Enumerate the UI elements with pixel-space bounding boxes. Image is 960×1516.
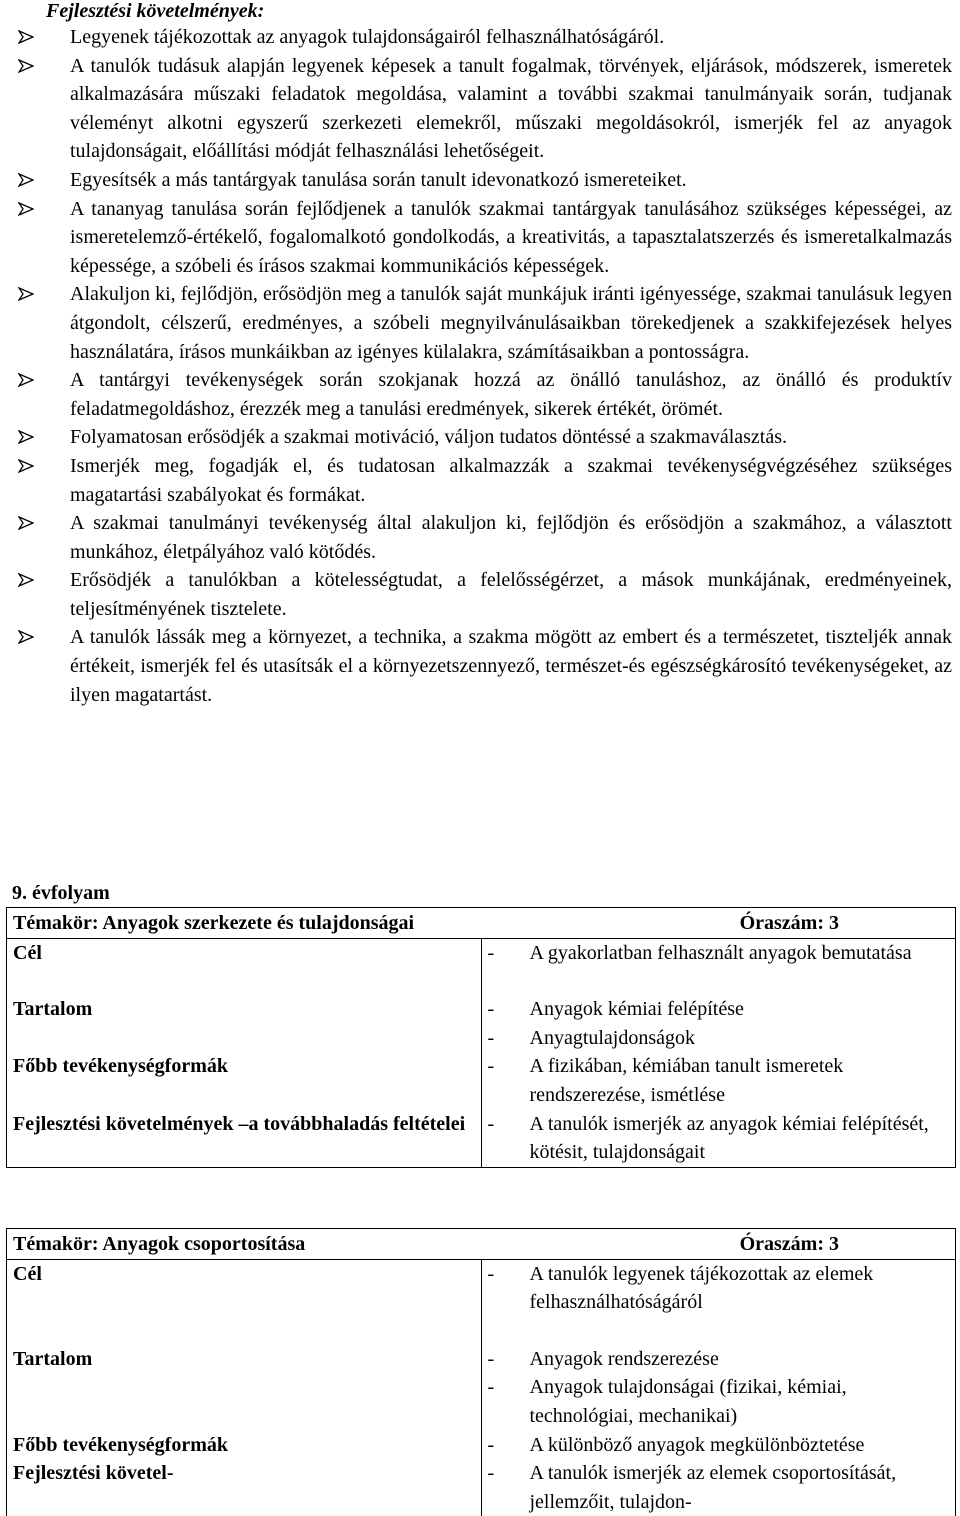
content-text: Anyagok kémiai felépítése (529, 998, 744, 1021)
arrow-bullet-icon (18, 173, 34, 187)
requirements-text: A tanulók ismerjék az elemek csoportosítását, jellemzőit, tulajdon- (529, 1462, 897, 1513)
list-item (12, 280, 952, 366)
activities-label: Főbb tevékenységformák (13, 1433, 228, 1456)
goal-cell: - A gyakorlatban felhasznált anyagok bemutatása (481, 938, 956, 967)
activities-row (7, 1052, 956, 1109)
list-item-text: A tantárgyi tevékenységek során szokjanak hozzá az önálló tanuláshoz, az önálló és produktív feladatmegoldáshoz, érezzék meg a tanulási eredmények, sikerek értékét, örömét. (70, 369, 952, 420)
content-text: Anyagok tulajdonságai (fizikai, kémiai, technológiai, mechanikai) (529, 1376, 847, 1427)
topic-hours: Óraszám: 3 (739, 912, 839, 934)
content-cell: - Anyagok kémiai felépítése - Anyagtulajdonságok (481, 995, 956, 1052)
arrow-bullet-icon (18, 202, 34, 216)
list-item-text: A tanulók lássák meg a környezet, a technika, a szakma mögött az embert és a természetet, tiszteljék annak értékeit, ismerjék fel és utasítsák el a környezetszennyező, természet-és egészségkárosító tevékenységeket, az ilyen magatartást. (70, 626, 952, 706)
content-row (7, 1345, 956, 1431)
requirements-label: Fejlesztési követelmények –a továbbhaladás feltételei (13, 1112, 466, 1135)
list-item-text: Egyesítsék a más tantárgyak tanulása során tanult idevonatkozó ismereteiket. (70, 168, 687, 191)
list-item-text: A tananyag tanulása során fejlődjenek a tanulók szakmai tantárgyak tanulásához szükséges képességei, az ismeretelemző-értékelő, fogalomalkotó gondolkodás, a kreativitás, a tapasztalatszerzés és ismeretalkalmazás képessége, a szóbeli és írásos szakmai kommunikációs képességek. (70, 197, 952, 277)
requirements-row (7, 1110, 956, 1168)
list-item-text: A szakmai tanulmányi tevékenység által alakuljon ki, fejlődjön és erősödjön a szakmához, a választott munkához, életpályához való kötődés. (70, 512, 952, 563)
list-item (12, 623, 952, 709)
list-item-text: Erősödjék a tanulókban a kötelességtudat, a felelősségérzet, a mások munkájának, eredményeinek, teljesítményének tisztelete. (70, 569, 952, 620)
requirements-label: Fejlesztési követel- (13, 1462, 174, 1485)
topic-title: Témakör: Anyagok szerkezete és tulajdonságai (13, 912, 415, 934)
list-item-text: Folyamatosan erősödjék a szakmai motiváció, váljon tudatos döntéssé a szakmaválasztás. (70, 426, 788, 449)
goal-row (7, 938, 956, 967)
arrow-bullet-icon (18, 30, 34, 44)
requirements-text: A tanulók ismerjék az anyagok kémiai felépítését, kötésit, tulajdonságait (529, 1112, 929, 1164)
activities-cell: - A különböző anyagok megkülönböztetése (481, 1431, 956, 1460)
goal-row (7, 1259, 956, 1317)
requirements-cell: - A tanulók ismerjék az anyagok kémiai felépítését, kötésit, tulajdonságait (481, 1110, 956, 1168)
list-item-text: Alakuljon ki, fejlődjön, erősödjön meg a tanulók saját munkájuk iránti igényessége, szakmai tanulásuk legyen átgondolt, célszerű, eredményes, a szóbeli megnyilvánulásaikban törekedjenek a szakkifejezések helyes használatára, írásos munkáikban az igényes külalakra, számításaikban a pontosságra. (70, 283, 952, 363)
topic-header (7, 908, 956, 939)
topic-hours: Óraszám: 3 (739, 1233, 839, 1255)
goal-text: A gyakorlatban felhasznált anyagok bemutatása (529, 941, 912, 964)
arrow-bullet-icon (18, 630, 34, 644)
arrow-bullet-icon (18, 459, 34, 473)
activities-cell: - A fizikában, kémiában tanult ismeretek rendszerezése, ismétlése (481, 1052, 956, 1109)
goal-text: A tanulók legyenek tájékozottak az elemek felhasználhatóságáról (529, 1262, 874, 1314)
list-item (12, 509, 952, 566)
requirements-row (7, 1459, 956, 1516)
list-item-text: Legyenek tájékozottak az anyagok tulajdonságairól felhasználhatóságáról. (70, 26, 665, 48)
list-item (12, 566, 952, 623)
content-label: Tartalom (13, 1347, 93, 1370)
list-item (12, 195, 952, 281)
list-item (12, 366, 952, 423)
list-item (12, 452, 952, 509)
section-title: Fejlesztési követelmények: (46, 0, 265, 22)
arrow-bullet-icon (18, 573, 34, 587)
content-label: Tartalom (13, 998, 93, 1021)
grade-heading: 9. évfolyam (12, 882, 110, 904)
requirements-cell: - A tanulók ismerjék az elemek csoportosítását, jellemzőit, tulajdon- (481, 1459, 956, 1516)
goal-label: Cél (13, 941, 42, 964)
topic-header (7, 1229, 956, 1260)
topic-title: Témakör: Anyagok csoportosítása (13, 1233, 306, 1255)
list-item-text: Ismerjék meg, fogadják el, és tudatosan alkalmazzák a szakmai tevékenységvégzéséhez szükséges magatartási szabályokat és formákat. (70, 454, 952, 506)
arrow-bullet-icon (18, 516, 34, 530)
list-item-text: A tanulók tudásuk alapján legyenek képesek a tanult fogalmak, törvények, eljárások, módszerek, ismeretek alkalmazására műszaki feladatok megoldása, valamint a további szakmai tanulmányaik során, tudjanak véleményt alkotni egyszerű szerkezeti elemekről, műszaki megoldásokról, ismerjék fel az anyagok tulajdonságait, előállítási módját felhasználási lehetőségeit. (70, 54, 952, 163)
list-item (12, 423, 952, 452)
list-item (12, 166, 952, 195)
requirements-list (12, 23, 952, 709)
activities-label: Főbb tevékenységformák (13, 1055, 228, 1078)
topic-header-row (7, 908, 956, 939)
arrow-bullet-icon (18, 373, 34, 387)
arrow-bullet-icon (18, 287, 34, 301)
arrow-bullet-icon (18, 430, 34, 444)
content-text: Anyagtulajdonságok (529, 1026, 696, 1049)
activities-text: A fizikában, kémiában tanult ismeretek rendszerezése, ismétlése (529, 1055, 844, 1106)
content-cell: - Anyagok rendszerezése - Anyagok tulajdonságai (fizikai, kémiai, technológiai, mechanikai) (481, 1345, 956, 1431)
activities-row (7, 1431, 956, 1460)
list-item (12, 23, 952, 52)
goal-label: Cél (13, 1262, 42, 1285)
list-item (12, 52, 952, 166)
topic-table (6, 907, 956, 1168)
content-text: Anyagok rendszerezése (529, 1347, 719, 1370)
arrow-bullet-icon (18, 59, 34, 73)
content-row (7, 995, 956, 1052)
topic-header-row (7, 1229, 956, 1260)
goal-cell: - A tanulók legyenek tájékozottak az elemek felhasználhatóságáról (481, 1259, 956, 1317)
activities-text: A különböző anyagok megkülönböztetése (529, 1433, 865, 1456)
topic-table (6, 1228, 956, 1516)
